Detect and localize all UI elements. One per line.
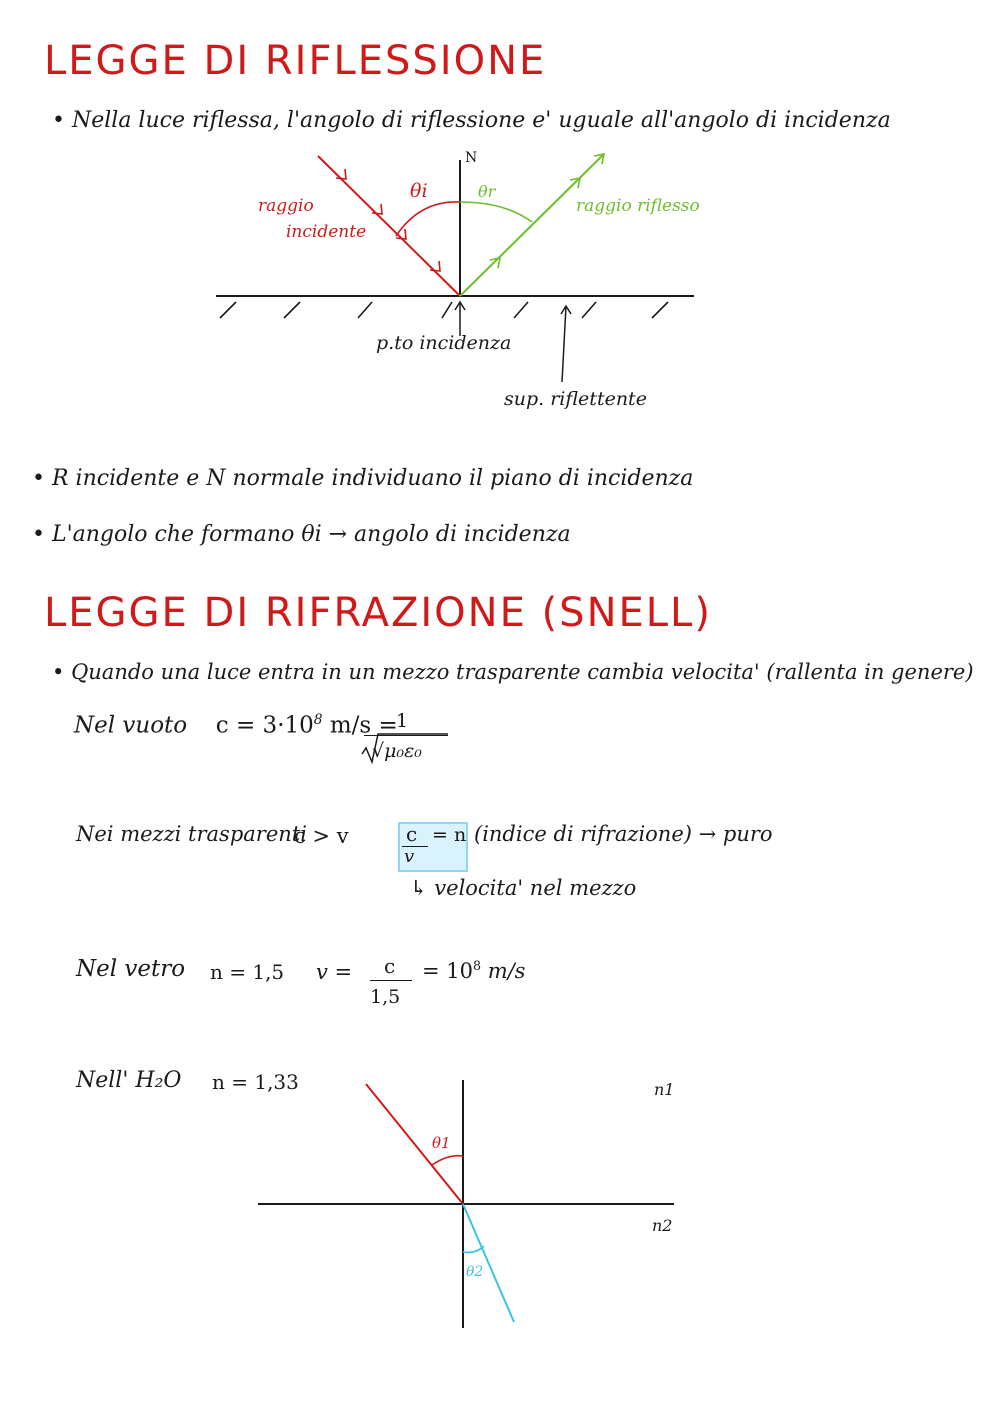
glass-line xyxy=(76,956,185,982)
media-desc: (indice di rifrazione) → puro xyxy=(474,822,773,846)
n2-label: n2 xyxy=(652,1216,673,1235)
surface-arrow xyxy=(562,306,566,382)
glass-result-exp: 8 xyxy=(473,958,482,973)
incident-ray-label-1: raggio xyxy=(258,196,314,216)
theta-1-arc xyxy=(432,1156,463,1165)
media-ineq: c > v xyxy=(294,824,349,848)
theta-r-arc xyxy=(460,202,532,222)
bullet-text: L'angolo che formano θi → angolo di incidenza xyxy=(51,522,571,547)
glass-frac-bar xyxy=(370,980,412,981)
vacuum-unit: m/s = xyxy=(322,712,398,739)
vacuum-exp: 8 xyxy=(313,712,323,728)
water-n: n = 1,33 xyxy=(212,1070,299,1094)
media-label: Nei mezzi trasparenti xyxy=(76,822,307,846)
incidence-point-label: p.to incidenza xyxy=(376,332,512,354)
media-frac-num: c xyxy=(406,822,418,846)
bullet-text: R incidente e N normale individuano il piano di incidenza xyxy=(51,466,694,491)
bullet-dot: • xyxy=(52,660,72,684)
normal-label: N xyxy=(465,150,478,166)
incident-ray-label-2: incidente xyxy=(286,222,367,242)
glass-v: v = xyxy=(316,960,353,984)
refracted-ray xyxy=(463,1204,514,1322)
refraction-title: LEGGE DI RIFRAZIONE (SNELL) xyxy=(44,590,712,636)
refraction-intro-text: Quando una luce entra in un mezzo trasparente cambia velocita' (rallenta in genere) xyxy=(71,660,974,684)
reflected-ray-label: raggio riflesso xyxy=(576,196,700,216)
glass-label: Nel vetro xyxy=(76,956,186,982)
theta-1-label: θ1 xyxy=(432,1134,451,1152)
vacuum-fraction-num: 1 xyxy=(396,710,409,732)
refraction-diagram xyxy=(258,1080,674,1328)
glass-frac-den: 1,5 xyxy=(370,986,401,1008)
glass-result xyxy=(422,958,525,983)
reflecting-surface-label: sup. riflettente xyxy=(504,388,647,410)
vacuum-fraction-den: √μ₀ε₀ xyxy=(372,740,422,762)
vacuum-label: Nel vuoto xyxy=(74,712,188,739)
refraction-intro xyxy=(52,660,974,684)
water-label: Nell' H₂O xyxy=(76,1068,182,1093)
reflection-intro-text: Nella luce riflessa, l'angolo di riflessione e' uguale all'angolo di incidenza xyxy=(71,108,891,133)
bullet-dot: • xyxy=(52,108,72,133)
glass-frac-num: c xyxy=(384,954,396,978)
glass-result-unit: m/s xyxy=(481,959,526,983)
reflection-title: LEGGE DI RIFLESSIONE xyxy=(44,38,547,84)
reflected-ray xyxy=(460,154,604,296)
media-frac-den: v xyxy=(404,846,415,867)
bullet-dot: • xyxy=(32,466,52,491)
theta-2-label: θ2 xyxy=(466,1264,484,1280)
bullet-dot: • xyxy=(32,522,52,547)
glass-result-value: = 10 xyxy=(422,959,473,983)
vacuum-eq: c = 3·10 xyxy=(215,712,314,739)
theta-r-label: θr xyxy=(478,182,496,201)
vacuum-line xyxy=(74,712,398,739)
media-eq: = n xyxy=(432,824,467,846)
surface-hatching xyxy=(220,302,668,318)
theta-i-label: θi xyxy=(410,180,428,202)
n1-label: n1 xyxy=(654,1080,675,1099)
reflection-bullet-1 xyxy=(32,466,693,491)
glass-n: n = 1,5 xyxy=(210,960,285,984)
vacuum-fraction-bar xyxy=(364,735,448,736)
reflection-bullet-2 xyxy=(32,522,571,547)
media-arrow-note: ↳ velocita' nel mezzo xyxy=(410,876,637,900)
